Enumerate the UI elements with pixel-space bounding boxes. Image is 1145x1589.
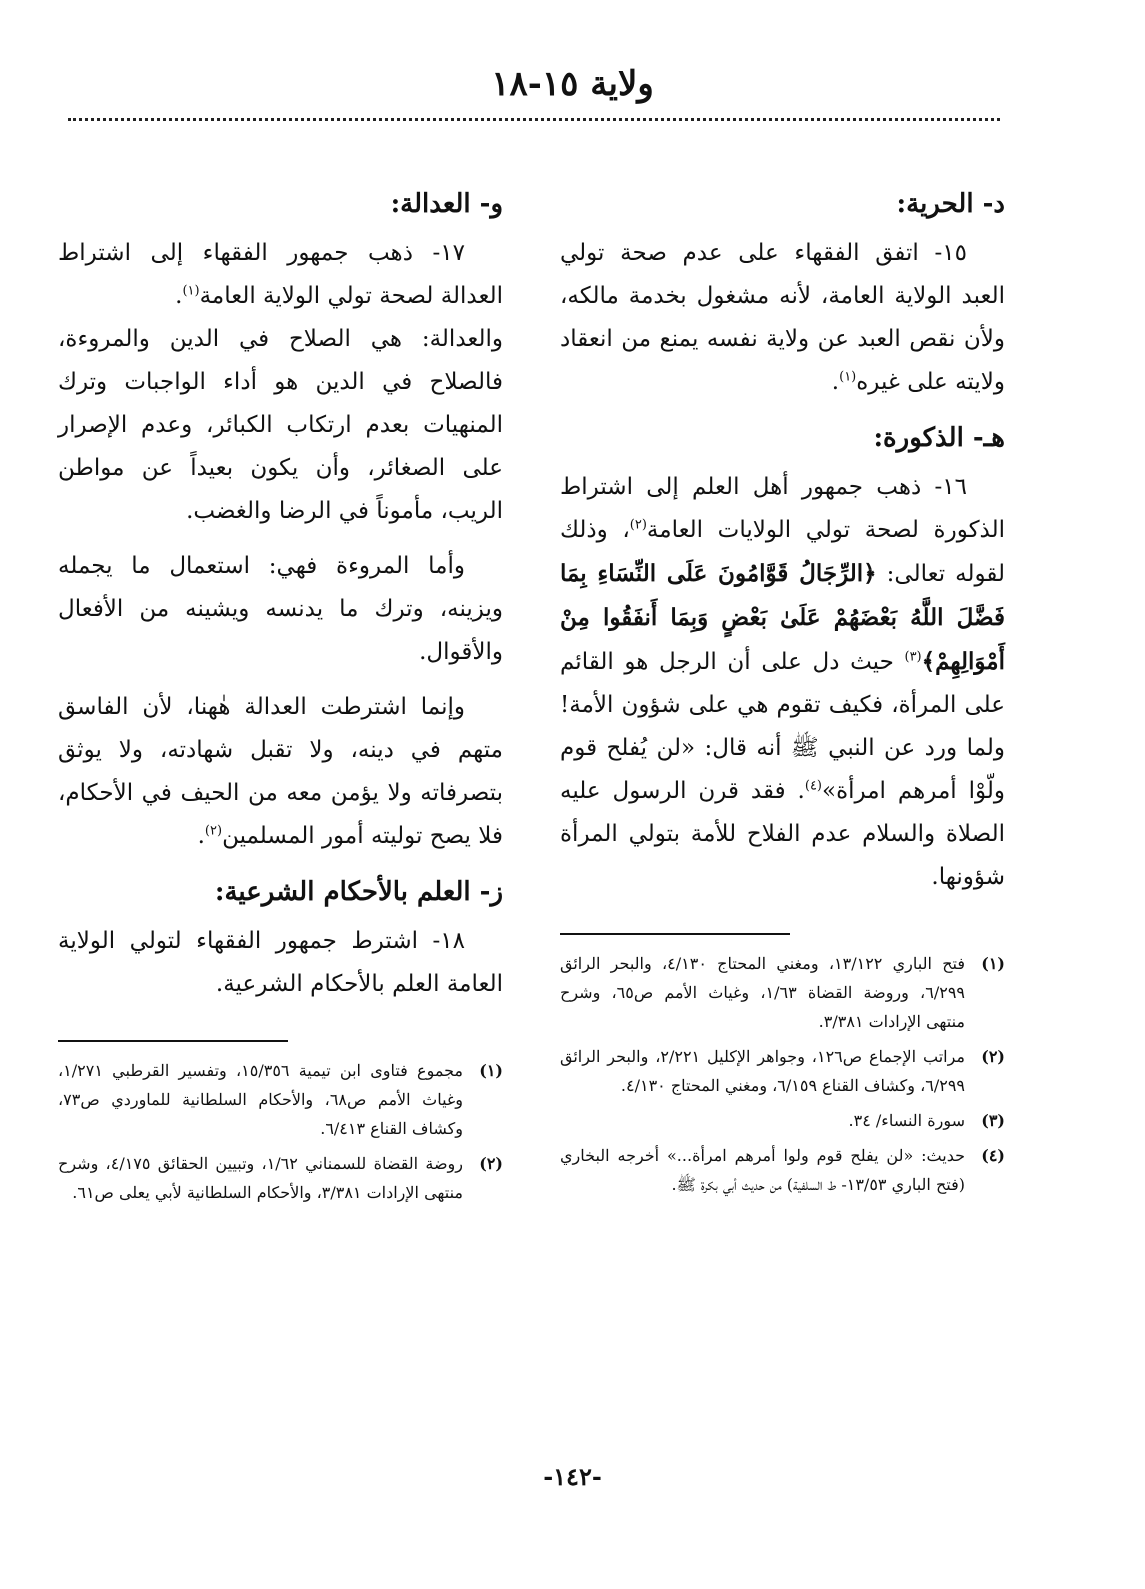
paragraph-18: ١٨- اشترط جمهور الفقهاء لتولي الولاية العامة العلم بالأحكام الشرعية.	[58, 928, 503, 997]
footnote-ref[interactable]: (٢)	[629, 517, 647, 533]
footnote-ref[interactable]: (١)	[182, 283, 200, 299]
footnote-number: (٢)	[981, 1047, 1005, 1066]
footnote-item	[560, 1141, 1005, 1199]
footnote-ref[interactable]: (٤)	[804, 778, 822, 794]
paragraph-16: ١٦- ذهب جمهور أهل العلم إلى اشتراط الذكورة لصحة تولي الولايات العامة$^{(٢)}$، وذلك لقوله تعالى: ﴿الرِّجَالُ قَوَّامُونَ عَلَى النِّسَاءِ بِمَا فَضَّلَ اللَّهُ بَعْضَهُمْ عَلَىٰ بَعْضٍ وَبِمَا أَنفَقُوا مِنْ أَمْوَالِهِمْ﴾$^{(٣)}$ حيث دل على أن الرجل هو القائم على المرأة، فكيف تقوم هي على شؤون الأمة! ولما ورد عن النبي ﷺ أنه قال: «لن يُفلح قوم ولّوْا أمرهم امرأة»$^{(٤)}$. فقد قرن الرسول عليه الصلاة والسلام عدم الفلاح للأمة بتولي المرأة شؤونها.	[560, 474, 1005, 890]
footnote-ref[interactable]: (١)	[839, 369, 857, 385]
footnote-number: (٤)	[981, 1146, 1005, 1165]
quran-verse: ﴿الرِّجَالُ قَوَّامُونَ عَلَى النِّسَاءِ بِمَا فَضَّلَ اللَّهُ بَعْضَهُمْ عَلَىٰ بَعْضٍ وَبِمَا أَنفَقُوا مِنْ أَمْوَالِهِمْ﴾	[560, 560, 1005, 675]
heading-freedom: د- الحرية:	[896, 189, 1005, 219]
footnote-item	[560, 949, 1005, 1036]
footnote-text: مجموع فتاوى ابن تيمية ١٥/٣٥٦، وتفسير القرطبي ١/٢٧١، وغياث الأمم ص٦٨، والأحكام السلطانية للماوردي ص٧٣، وكشاف القناع ٦/٤١٣.	[58, 1061, 464, 1138]
footnote-text: سورة النساء/ ٣٤.	[848, 1111, 965, 1130]
paragraph-muruah: وأما المروءة فهي: استعمال ما يجمله ويزينه، وترك ما يدنسه ويشينه من الأفعال والأقوال.	[58, 553, 503, 665]
footnote-item	[58, 1149, 503, 1207]
footnote-ref[interactable]: (٢)	[204, 823, 223, 839]
running-title: ولاية ١٥-١٨	[491, 64, 654, 104]
heading-sharia-knowledge: ز- العلم بالأحكام الشرعية:	[214, 877, 503, 907]
paragraph-17: ١٧- ذهب جمهور الفقهاء إلى اشتراط العدالة لصحة تولي الولاية العامة$^{(١)}$. والعدالة: هي الصلاح في الدين والمروءة، فالصلاح في الدين هو أداء الواجبات وترك المنهيات بعدم ارتكاب الكبائر، وعدم الإصرار على الصغائر، وأن يكون بعيداً عن مواطن الريب، مأموناً في الرضا والغضب.	[58, 240, 503, 524]
footnote-item	[58, 1056, 503, 1143]
left-column	[58, 182, 503, 1213]
footnote-number: (١)	[479, 1061, 503, 1080]
footnote-ref[interactable]: (٣)	[904, 649, 922, 665]
paragraph-15: ١٥- اتفق الفقهاء على عدم صحة تولي العبد الولاية العامة، لأنه مشغول بخدمة مالكه، ولأن نقص العبد عن ولاية نفسه يمنع من انعقاد ولايته على غيره$^{(١)}$.	[560, 240, 1005, 395]
footnote-text: حديث: «لن يفلح قوم ولوا أمرهم امرأة...» أخرجه البخاري (فتح الباري ١٣/٥٣- ط السلفية) من حديث أبي بكرة ﷺ.	[560, 1146, 965, 1194]
header-dotted-rule	[68, 118, 1000, 121]
footnote-number: (١)	[981, 954, 1005, 973]
footnote-separator	[560, 933, 790, 935]
footnote-separator	[58, 1040, 288, 1042]
page-number: -١٤٢-	[543, 1462, 602, 1491]
heading-masculinity: هـ- الذكورة:	[873, 423, 1005, 453]
footnote-text: روضة القضاة للسمناني ١/٦٢، وتبيين الحقائق ٤/١٧٥، وشرح منتهى الإرادات ٣/٣٨١، والأحكام السلطانية لأبي يعلى ص٦١.	[58, 1154, 463, 1202]
paragraph-justice-reason: وإنما اشترطت العدالة هٰهنا، لأن الفاسق متهم في دينه، ولا تقبل شهادته، ولا يوثق بتصرفاته ولا يؤمن معه من الحيف في الأحكام، فلا يصح توليته أمور المسلمين$^{(٢)}$.	[58, 694, 503, 849]
footnote-item	[560, 1106, 1005, 1135]
footnote-text: فتح الباري ١٣/١٢٢، ومغني المحتاج ٤/١٣٠، والبحر الرائق ٦/٢٩٩، وروضة القضاة ١/٦٣، وغياث الأمم ص٦٥، وشرح منتهى الإرادات ٣/٣٨١.	[560, 954, 966, 1031]
right-column	[560, 182, 1005, 1205]
footnote-number: (٣)	[981, 1111, 1005, 1130]
footnote-item	[560, 1042, 1005, 1100]
heading-justice: و- العدالة:	[390, 189, 503, 219]
footnote-text: مراتب الإجماع ص١٢٦، وجواهر الإكليل ٢/٢٢١، والبحر الرائق ٦/٢٩٩، وكشاف القناع ٦/١٥٩، ومغني المحتاج ٤/١٣٠.	[560, 1047, 965, 1095]
footnote-number: (٢)	[479, 1154, 503, 1173]
